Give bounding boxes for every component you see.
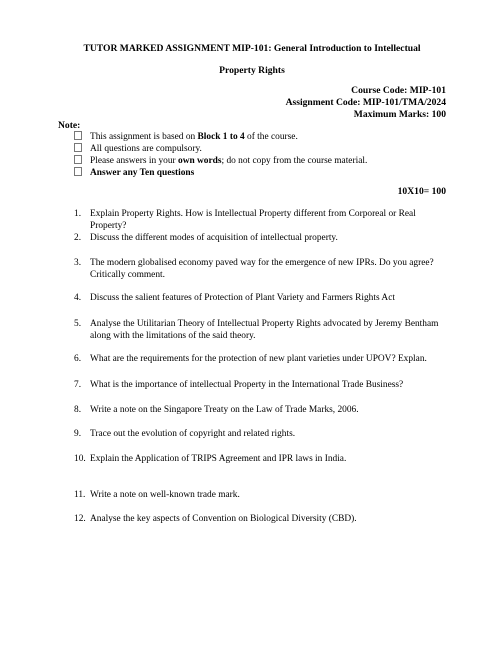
note-bold-text: Answer any Ten questions [90,168,195,178]
question-text: What are the requirements for the protection of new plant varieties under UPOV? Explan. [90,354,427,364]
question-text: What is the importance of intellectual Property in the International Trade Business? [90,380,404,390]
question-text: Discuss the salient features of Protection of Plant Variety and Farmers Rights Act [90,293,395,303]
maximum-marks: Maximum Marks: 100 [353,109,446,120]
note-text: Please answers in your [90,156,179,166]
note-label: Note: [58,120,81,131]
checkbox-icon [74,167,82,176]
question-number: 2. [74,233,82,243]
question-text: Explain the Application of TRIPS Agreement and IPR laws in India. [90,454,347,464]
question-item [74,513,452,525]
question-item [74,379,452,391]
question-item [74,453,452,465]
question-item [74,404,452,416]
checkbox-icon [74,155,82,164]
question-number: 5. [74,319,82,329]
note-bold-text: own words [178,156,222,166]
question-number: 9. [74,429,82,439]
title-line-1: TUTOR MARKED ASSIGNMENT MIP-101: General Introduction to Intellectual [83,43,421,54]
checkbox-icon [74,143,82,152]
question-item [74,318,452,342]
question-text: Trace out the evolution of copyright and related rights. [90,429,296,439]
question-number: 8. [74,405,82,415]
question-text: Write a note on well-known trade mark. [90,490,240,500]
question-number: 7. [74,380,82,390]
question-item [74,292,452,304]
marks-scheme: 10X10= 100 [397,186,446,197]
note-item [74,143,202,155]
course-code: Course Code: MIP-101 [351,85,446,96]
checkbox-icon [74,131,82,140]
title-line-2: Property Rights [219,65,285,76]
question-number: 12. [74,514,86,524]
note-bold-text: Block 1 to 4 [197,132,245,142]
question-number: 11. [74,490,86,500]
question-number: 3. [74,258,82,268]
question-item [74,208,452,232]
note-item [74,155,367,167]
assignment-code: Assignment Code: MIP-101/TMA/2024 [285,97,446,108]
question-text: Write a note on the Singapore Treaty on the Law of Trade Marks, 2006. [90,405,359,415]
note-item [74,131,298,143]
question-item [74,232,452,244]
question-item [74,489,452,501]
note-item [74,167,194,179]
question-item [74,257,452,281]
note-text: All questions are compulsory. [90,144,202,154]
question-text: Analyse the Utilitarian Theory of Intellectual Property Rights advocated by Jeremy Bentham along with the limitations of the said theory. [90,319,439,341]
note-text: This assignment is based on [90,132,198,142]
note-text: of the course. [244,132,298,142]
question-number: 4. [74,293,82,303]
question-number: 6. [74,354,82,364]
question-item [74,353,452,365]
question-item [74,428,452,440]
question-number: 1. [74,209,82,219]
question-text: Analyse the key aspects of Convention on Biological Diversity (CBD). [90,514,357,524]
question-text: The modern globalised economy paved way for the emergence of new IPRs. Do you agree? Critically comment. [90,258,434,280]
question-number: 10. [74,454,86,464]
question-text: Discuss the different modes of acquisition of intellectual property. [90,233,338,243]
note-text: ; do not copy from the course material. [221,156,368,166]
question-text: Explain Property Rights. How is Intellectual Property different from Corporeal or Real Property? [90,209,416,231]
